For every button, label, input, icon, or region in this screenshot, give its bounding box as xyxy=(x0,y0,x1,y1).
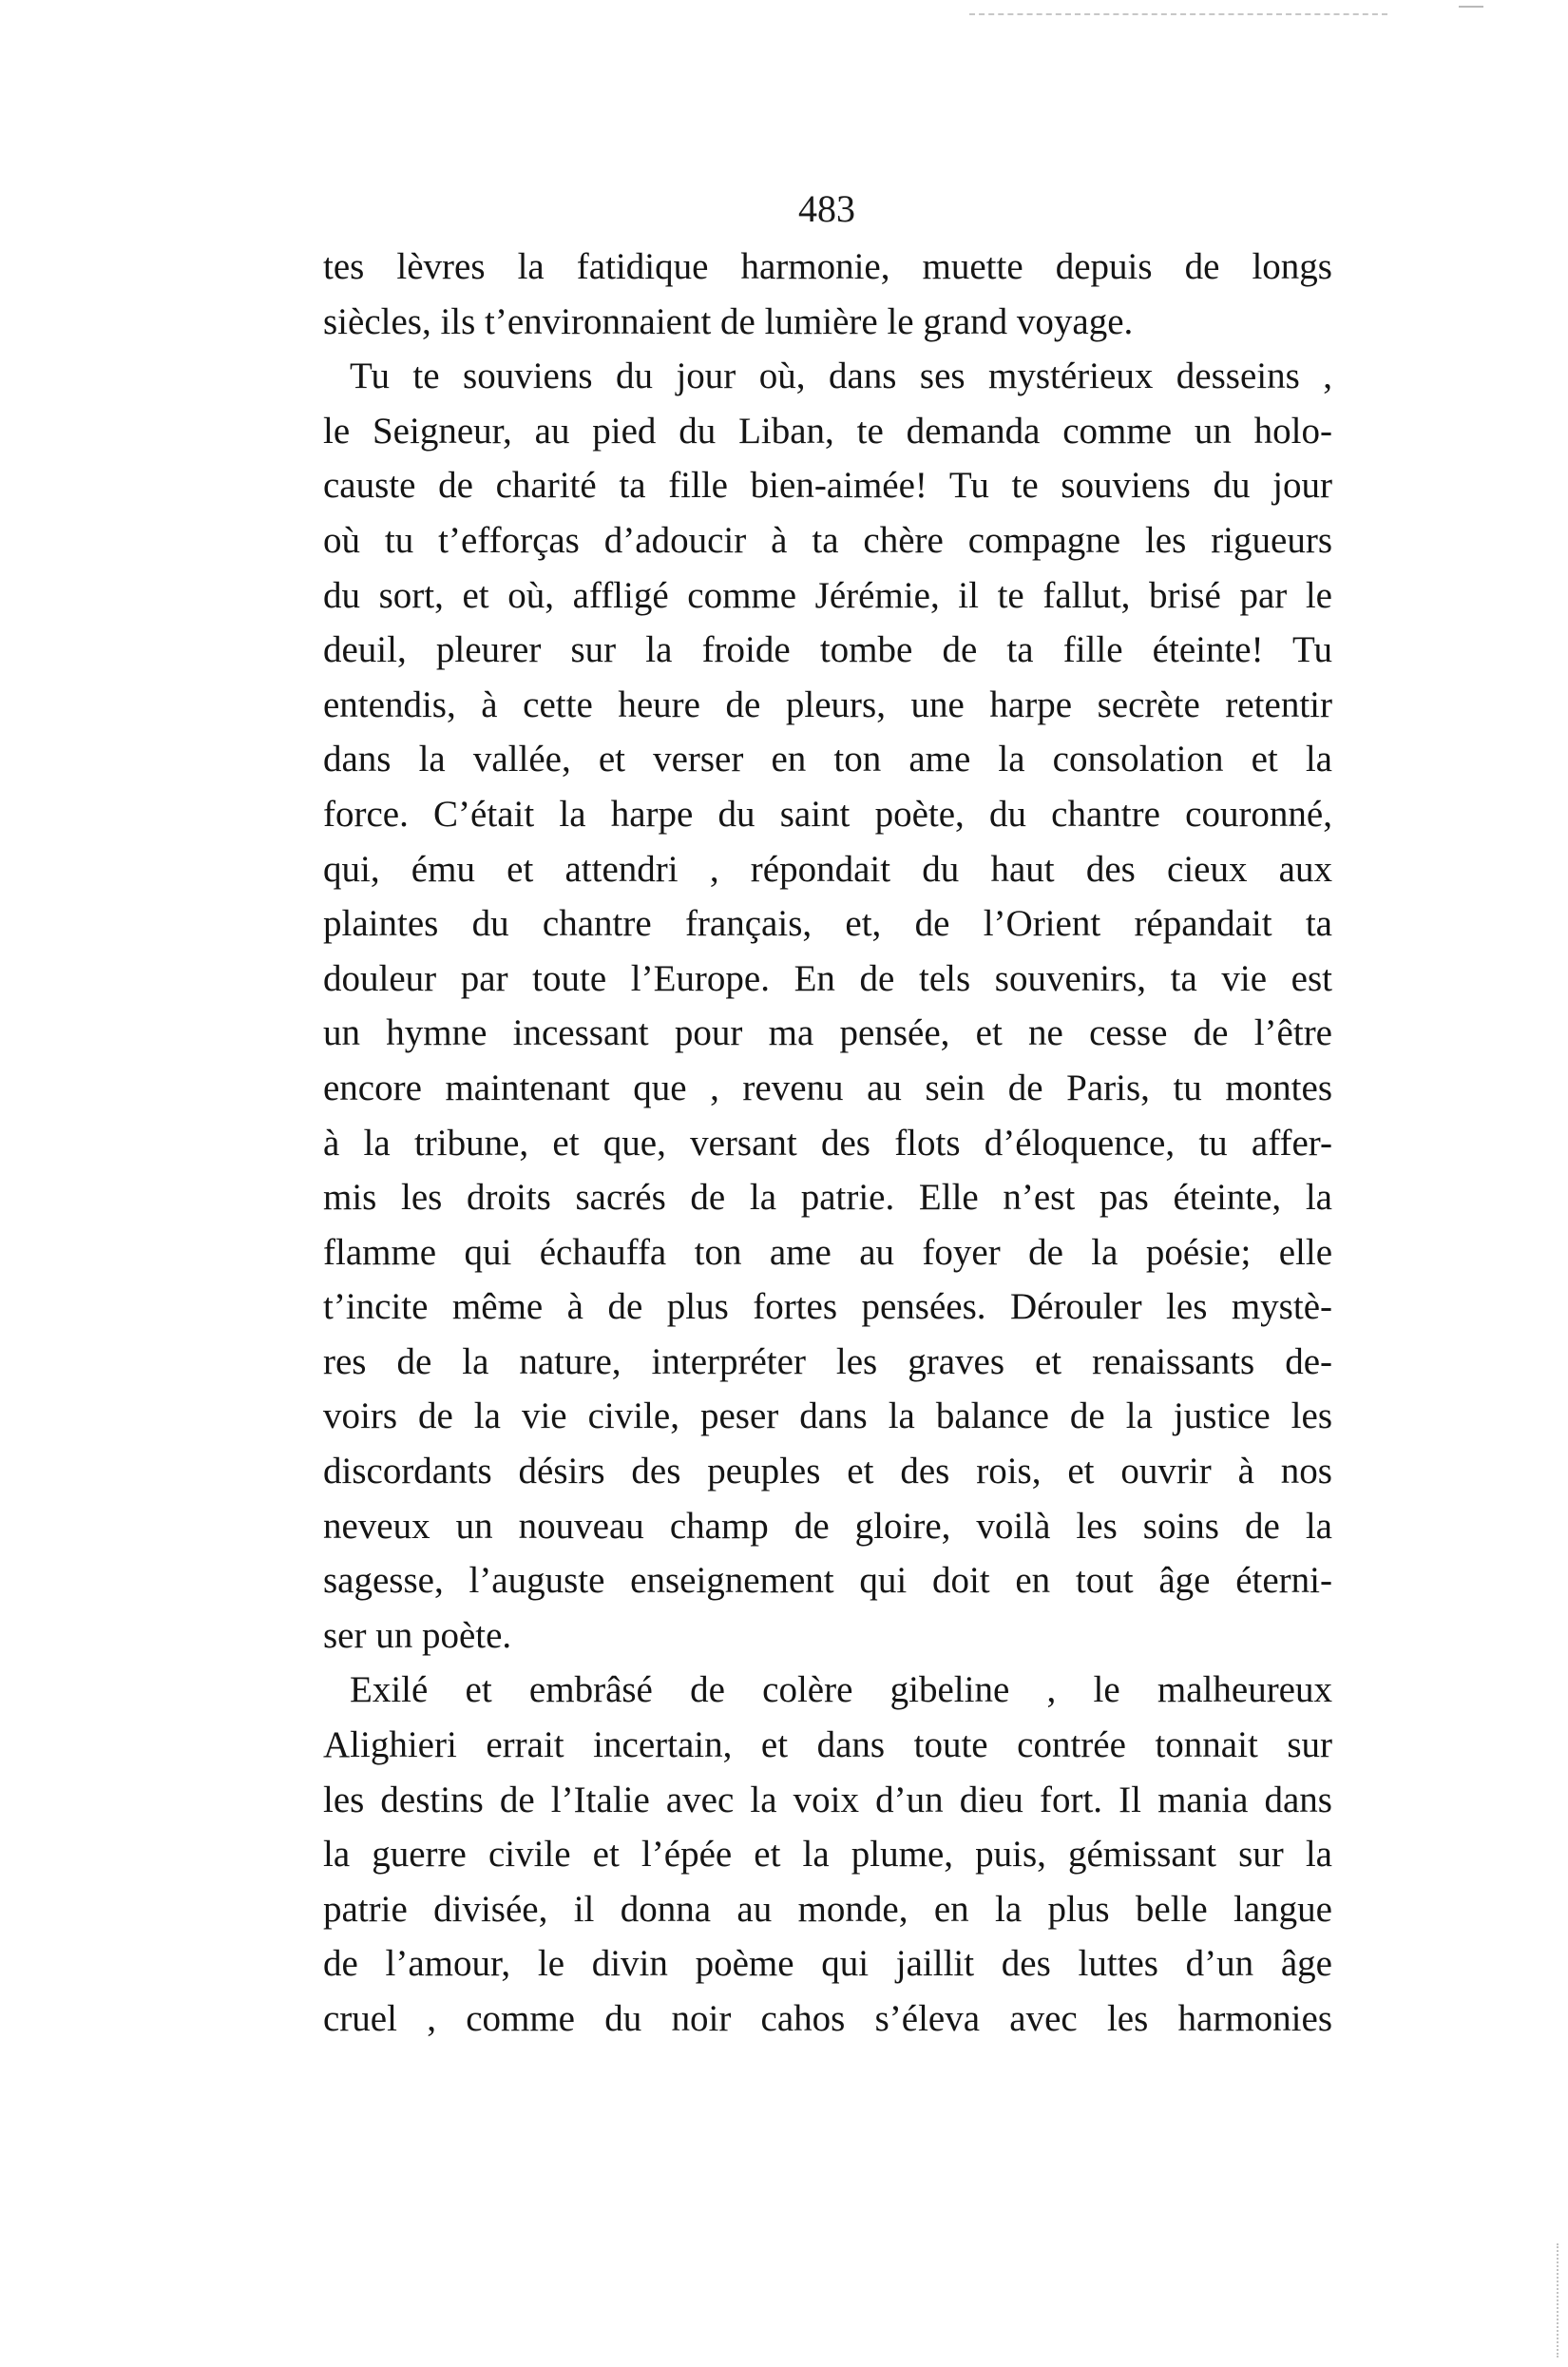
text-line: le Seigneur, au pied du Liban, te demanda comme un holo- xyxy=(323,410,1332,452)
text-line: patrie divisée, il donna au monde, en la plus belle langue xyxy=(323,1888,1332,1930)
text-line: Tu te souviens du jour où, dans ses mystérieux desseins , xyxy=(350,356,1332,397)
text-line: Alighieri errait incertain, et dans toute contrée tonnait sur xyxy=(323,1724,1332,1766)
text-line: causte de charité ta fille bien-aimée! Tu te souviens du jour xyxy=(323,465,1332,507)
text-line: cruel , comme du noir cahos s’éleva avec les harmonies xyxy=(323,1998,1332,2039)
text-line: voirs de la vie civile, peser dans la balance de la justice les xyxy=(323,1395,1332,1437)
text-line: plaintes du chantre français, et, de l’Orient répandait ta xyxy=(323,903,1332,945)
text-line: qui, ému et attendri , répondait du haut des cieux aux xyxy=(323,848,1332,890)
text-line: sagesse, l’auguste enseignement qui doit en tout âge éterni- xyxy=(323,1560,1332,1602)
body-text xyxy=(323,240,1332,2047)
text-line: encore maintenant que , revenu au sein de Paris, tu montes xyxy=(323,1067,1332,1108)
text-line: flamme qui échauffa ton ame au foyer de la poésie; elle xyxy=(323,1231,1332,1273)
text-line: discordants désirs des peuples et des rois, et ouvrir à nos xyxy=(323,1451,1332,1492)
text-line: tes lèvres la fatidique harmonie, muette depuis de longs xyxy=(323,246,1332,287)
text-line: deuil, pleurer sur la froide tombe de ta fille éteinte! Tu xyxy=(323,629,1332,671)
text-line: les destins de l’Italie avec la voix d’un dieu fort. Il mania dans xyxy=(323,1779,1332,1820)
text-line: siècles, ils t’environnaient de lumière le grand voyage. xyxy=(323,300,1134,342)
text-line: entendis, à cette heure de pleurs, une harpe secrète retentir xyxy=(323,683,1332,725)
scan-edge-rule xyxy=(969,13,1387,15)
text-line: douleur par toute l’Europe. En de tels souvenirs, ta vie est xyxy=(323,957,1332,999)
text-line: Exilé et embrâsé de colère gibeline , le malheureux xyxy=(350,1669,1332,1711)
text-line: où tu t’efforças d’adoucir à ta chère compagne les rigueurs xyxy=(323,519,1332,561)
text-line: de l’amour, le divin poème qui jaillit des luttes d’un âge xyxy=(323,1943,1332,1985)
text-line: la guerre civile et l’épée et la plume, puis, gémissant sur la xyxy=(323,1834,1332,1876)
text-line: du sort, et où, affligé comme Jérémie, il te fallut, brisé par le xyxy=(323,574,1332,616)
text-line: à la tribune, et que, versant des flots d’éloquence, tu affer- xyxy=(323,1122,1332,1164)
text-line: un hymne incessant pour ma pensée, et ne cesse de l’être xyxy=(323,1012,1332,1054)
page-number: 483 xyxy=(798,187,855,230)
scan-edge-mark xyxy=(1557,2243,1558,2357)
text-line: force. C’était la harpe du saint poète, du chantre couronné, xyxy=(323,793,1332,835)
text-line: mis les droits sacrés de la patrie. Elle n’est pas éteinte, la xyxy=(323,1177,1332,1219)
text-line: t’incite même à de plus fortes pensées. Dérouler les mystè- xyxy=(323,1286,1332,1328)
text-line: dans la vallée, et verser en ton ame la consolation et la xyxy=(323,739,1332,780)
scan-corner-mark xyxy=(1459,6,1483,8)
text-line: ser un poète. xyxy=(323,1614,512,1656)
text-line: neveux un nouveau champ de gloire, voilà les soins de la xyxy=(323,1505,1332,1547)
text-line: res de la nature, interpréter les graves et renaissants de- xyxy=(323,1340,1332,1382)
